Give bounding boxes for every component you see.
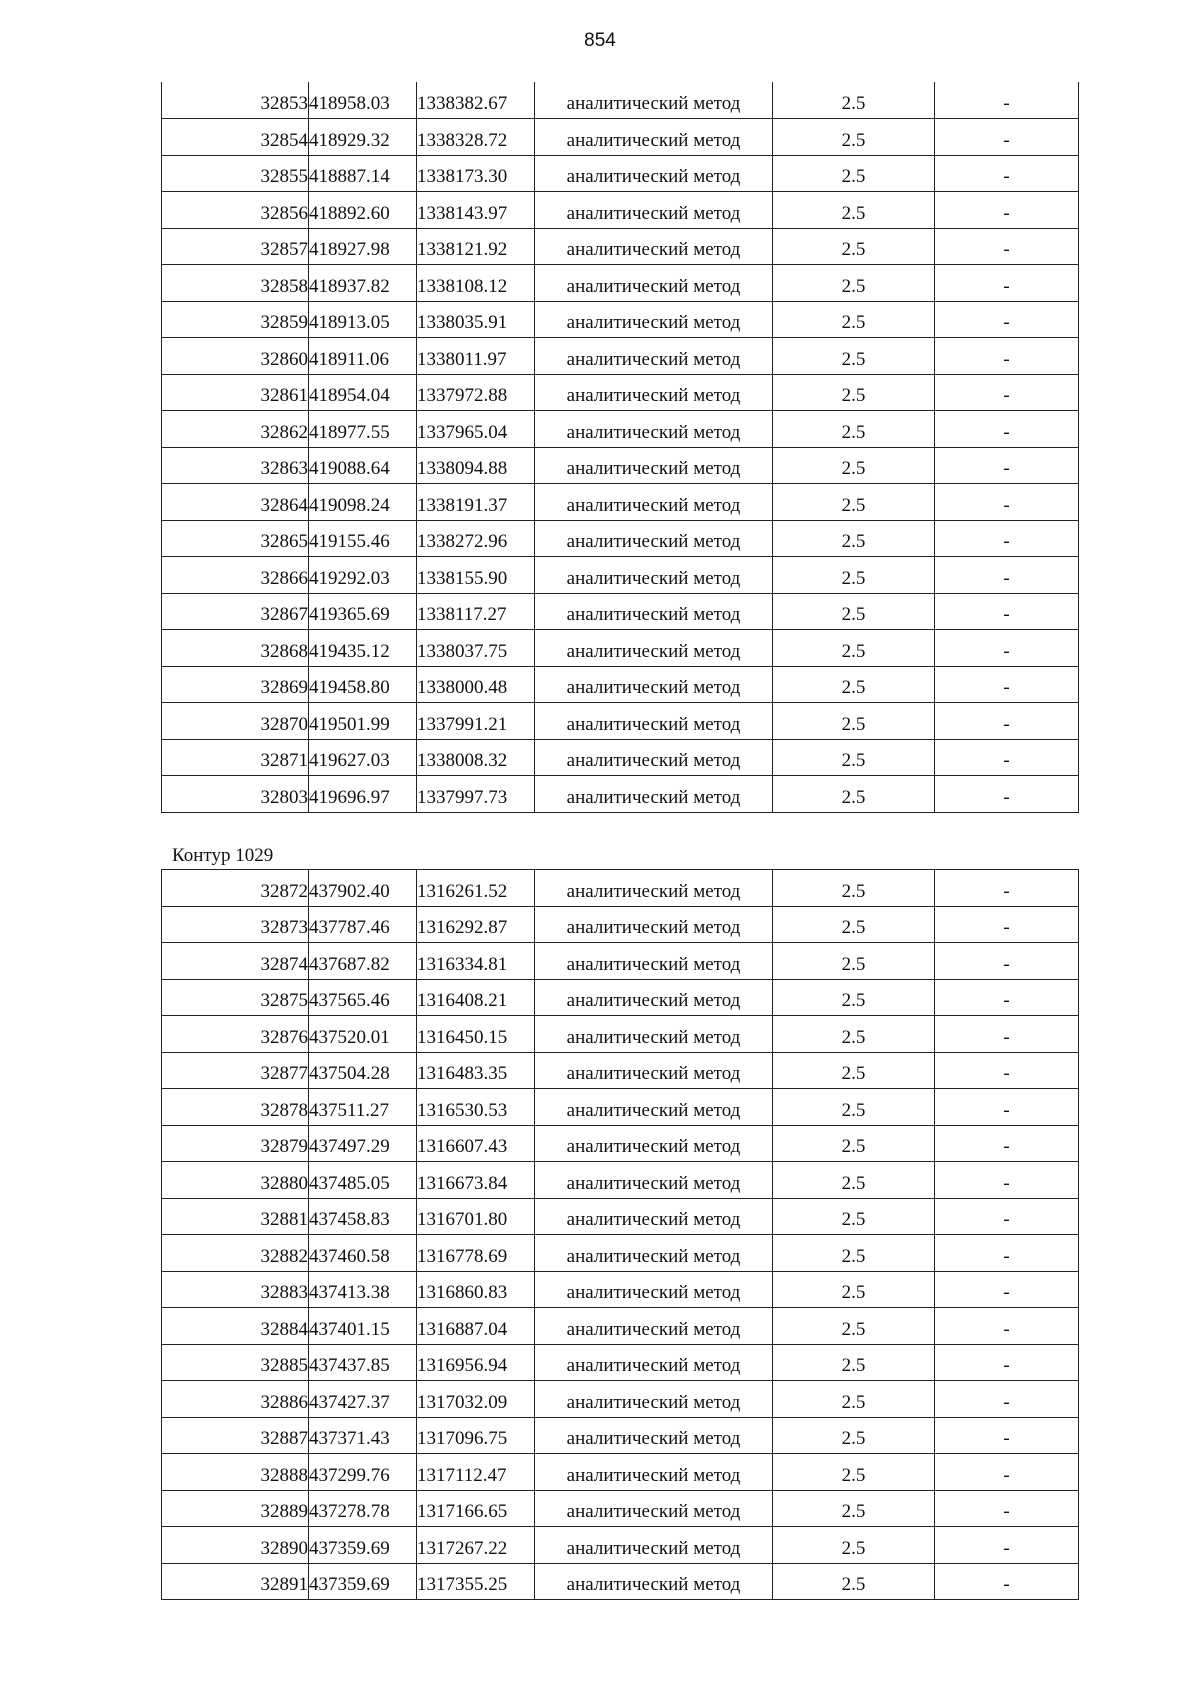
table-row bbox=[162, 703, 1079, 740]
note-cell: - bbox=[935, 557, 1079, 594]
method-cell: аналитический метод bbox=[535, 520, 773, 557]
y-coordinate-cell: 1316450.15 bbox=[417, 1016, 535, 1053]
accuracy-cell: 2.5 bbox=[773, 484, 935, 521]
method-cell: аналитический метод bbox=[535, 1417, 773, 1454]
x-coordinate-cell: 418913.05 bbox=[309, 301, 417, 338]
accuracy-cell: 2.5 bbox=[773, 1490, 935, 1527]
x-coordinate-cell: 437278.78 bbox=[309, 1490, 417, 1527]
y-coordinate-cell: 1317032.09 bbox=[417, 1381, 535, 1418]
y-coordinate-cell: 1317267.22 bbox=[417, 1527, 535, 1564]
point-number-cell: 32882 bbox=[162, 1235, 309, 1272]
x-coordinate-cell: 418927.98 bbox=[309, 228, 417, 265]
note-cell: - bbox=[935, 1198, 1079, 1235]
x-coordinate-cell: 418929.32 bbox=[309, 119, 417, 156]
note-cell: - bbox=[935, 870, 1079, 907]
x-coordinate-cell: 419098.24 bbox=[309, 484, 417, 521]
x-coordinate-cell: 437511.27 bbox=[309, 1089, 417, 1126]
note-cell: - bbox=[935, 1162, 1079, 1199]
method-cell: аналитический метод bbox=[535, 484, 773, 521]
point-number-cell: 32888 bbox=[162, 1454, 309, 1491]
accuracy-cell: 2.5 bbox=[773, 1235, 935, 1272]
accuracy-cell: 2.5 bbox=[773, 447, 935, 484]
x-coordinate-cell: 437359.69 bbox=[309, 1527, 417, 1564]
note-cell: - bbox=[935, 1417, 1079, 1454]
x-coordinate-cell: 437504.28 bbox=[309, 1052, 417, 1089]
accuracy-cell: 2.5 bbox=[773, 1162, 935, 1199]
note-cell: - bbox=[935, 1016, 1079, 1053]
table-row bbox=[162, 1308, 1079, 1345]
y-coordinate-cell: 1316334.81 bbox=[417, 943, 535, 980]
y-coordinate-cell: 1316483.35 bbox=[417, 1052, 535, 1089]
x-coordinate-cell: 418892.60 bbox=[309, 192, 417, 229]
y-coordinate-cell: 1338117.27 bbox=[417, 593, 535, 630]
note-cell: - bbox=[935, 666, 1079, 703]
note-cell: - bbox=[935, 1125, 1079, 1162]
note-cell: - bbox=[935, 630, 1079, 667]
y-coordinate-cell: 1338108.12 bbox=[417, 265, 535, 302]
x-coordinate-cell: 437497.29 bbox=[309, 1125, 417, 1162]
note-cell: - bbox=[935, 703, 1079, 740]
note-cell: - bbox=[935, 119, 1079, 156]
x-coordinate-cell: 437458.83 bbox=[309, 1198, 417, 1235]
point-number-cell: 32863 bbox=[162, 447, 309, 484]
method-cell: аналитический метод bbox=[535, 411, 773, 448]
accuracy-cell: 2.5 bbox=[773, 1271, 935, 1308]
accuracy-cell: 2.5 bbox=[773, 943, 935, 980]
accuracy-cell: 2.5 bbox=[773, 1125, 935, 1162]
accuracy-cell: 2.5 bbox=[773, 1454, 935, 1491]
table-row bbox=[162, 228, 1079, 265]
method-cell: аналитический метод bbox=[535, 265, 773, 302]
point-number-cell: 32853 bbox=[162, 82, 309, 119]
note-cell: - bbox=[935, 739, 1079, 776]
accuracy-cell: 2.5 bbox=[773, 630, 935, 667]
y-coordinate-cell: 1338328.72 bbox=[417, 119, 535, 156]
point-number-cell: 32803 bbox=[162, 776, 309, 813]
x-coordinate-cell: 437359.69 bbox=[309, 1563, 417, 1600]
table-row bbox=[162, 1052, 1079, 1089]
y-coordinate-cell: 1338000.48 bbox=[417, 666, 535, 703]
x-coordinate-cell: 419627.03 bbox=[309, 739, 417, 776]
point-number-cell: 32886 bbox=[162, 1381, 309, 1418]
point-number-cell: 32855 bbox=[162, 155, 309, 192]
table-row bbox=[162, 520, 1079, 557]
accuracy-cell: 2.5 bbox=[773, 1052, 935, 1089]
table-row bbox=[162, 739, 1079, 776]
point-number-cell: 32874 bbox=[162, 943, 309, 980]
note-cell: - bbox=[935, 338, 1079, 375]
note-cell: - bbox=[935, 1308, 1079, 1345]
y-coordinate-cell: 1337972.88 bbox=[417, 374, 535, 411]
accuracy-cell: 2.5 bbox=[773, 1417, 935, 1454]
method-cell: аналитический метод bbox=[535, 228, 773, 265]
x-coordinate-cell: 418887.14 bbox=[309, 155, 417, 192]
table-row bbox=[162, 265, 1079, 302]
y-coordinate-cell: 1316778.69 bbox=[417, 1235, 535, 1272]
note-cell: - bbox=[935, 943, 1079, 980]
point-number-cell: 32857 bbox=[162, 228, 309, 265]
table-row bbox=[162, 1125, 1079, 1162]
accuracy-cell: 2.5 bbox=[773, 1344, 935, 1381]
method-cell: аналитический метод bbox=[535, 192, 773, 229]
y-coordinate-cell: 1316673.84 bbox=[417, 1162, 535, 1199]
table-row bbox=[162, 484, 1079, 521]
point-number-cell: 32867 bbox=[162, 593, 309, 630]
y-coordinate-cell: 1338155.90 bbox=[417, 557, 535, 594]
table-row bbox=[162, 1089, 1079, 1126]
method-cell: аналитический метод bbox=[535, 1454, 773, 1491]
point-number-cell: 32862 bbox=[162, 411, 309, 448]
point-number-cell: 32869 bbox=[162, 666, 309, 703]
note-cell: - bbox=[935, 301, 1079, 338]
y-coordinate-cell: 1316956.94 bbox=[417, 1344, 535, 1381]
method-cell: аналитический метод bbox=[535, 943, 773, 980]
x-coordinate-cell: 419435.12 bbox=[309, 630, 417, 667]
x-coordinate-cell: 437401.15 bbox=[309, 1308, 417, 1345]
y-coordinate-cell: 1317096.75 bbox=[417, 1417, 535, 1454]
y-coordinate-cell: 1316860.83 bbox=[417, 1271, 535, 1308]
note-cell: - bbox=[935, 520, 1079, 557]
table-row bbox=[162, 119, 1079, 156]
accuracy-cell: 2.5 bbox=[773, 374, 935, 411]
x-coordinate-cell: 418954.04 bbox=[309, 374, 417, 411]
note-cell: - bbox=[935, 192, 1079, 229]
x-coordinate-cell: 437371.43 bbox=[309, 1417, 417, 1454]
method-cell: аналитический метод bbox=[535, 1198, 773, 1235]
table-row bbox=[162, 301, 1079, 338]
table-row bbox=[162, 1344, 1079, 1381]
table-row bbox=[162, 1198, 1079, 1235]
accuracy-cell: 2.5 bbox=[773, 1527, 935, 1564]
point-number-cell: 32885 bbox=[162, 1344, 309, 1381]
point-number-cell: 32876 bbox=[162, 1016, 309, 1053]
point-number-cell: 32870 bbox=[162, 703, 309, 740]
x-coordinate-cell: 437565.46 bbox=[309, 979, 417, 1016]
table-row bbox=[162, 155, 1079, 192]
accuracy-cell: 2.5 bbox=[773, 155, 935, 192]
note-cell: - bbox=[935, 776, 1079, 813]
point-number-cell: 32877 bbox=[162, 1052, 309, 1089]
method-cell: аналитический метод bbox=[535, 906, 773, 943]
table-row bbox=[162, 1381, 1079, 1418]
note-cell: - bbox=[935, 228, 1079, 265]
accuracy-cell: 2.5 bbox=[773, 776, 935, 813]
method-cell: аналитический метод bbox=[535, 557, 773, 594]
table-row bbox=[162, 1235, 1079, 1272]
method-cell: аналитический метод bbox=[535, 1527, 773, 1564]
accuracy-cell: 2.5 bbox=[773, 703, 935, 740]
y-coordinate-cell: 1338094.88 bbox=[417, 447, 535, 484]
x-coordinate-cell: 437437.85 bbox=[309, 1344, 417, 1381]
table-row bbox=[162, 82, 1079, 119]
page-number: 854 bbox=[584, 30, 616, 51]
method-cell: аналитический метод bbox=[535, 1016, 773, 1053]
point-number-cell: 32884 bbox=[162, 1308, 309, 1345]
note-cell: - bbox=[935, 1563, 1079, 1600]
note-cell: - bbox=[935, 1490, 1079, 1527]
x-coordinate-cell: 419501.99 bbox=[309, 703, 417, 740]
accuracy-cell: 2.5 bbox=[773, 338, 935, 375]
y-coordinate-cell: 1316887.04 bbox=[417, 1308, 535, 1345]
y-coordinate-cell: 1317112.47 bbox=[417, 1454, 535, 1491]
x-coordinate-cell: 419458.80 bbox=[309, 666, 417, 703]
y-coordinate-cell: 1338272.96 bbox=[417, 520, 535, 557]
accuracy-cell: 2.5 bbox=[773, 593, 935, 630]
accuracy-cell: 2.5 bbox=[773, 82, 935, 119]
method-cell: аналитический метод bbox=[535, 338, 773, 375]
method-cell: аналитический метод bbox=[535, 739, 773, 776]
table-row bbox=[162, 1490, 1079, 1527]
point-number-cell: 32883 bbox=[162, 1271, 309, 1308]
table-row bbox=[162, 1527, 1079, 1564]
table-row bbox=[162, 1417, 1079, 1454]
method-cell: аналитический метод bbox=[535, 979, 773, 1016]
x-coordinate-cell: 419292.03 bbox=[309, 557, 417, 594]
y-coordinate-cell: 1338008.32 bbox=[417, 739, 535, 776]
accuracy-cell: 2.5 bbox=[773, 870, 935, 907]
table-row bbox=[162, 1454, 1079, 1491]
y-coordinate-cell: 1338173.30 bbox=[417, 155, 535, 192]
table-row bbox=[162, 1016, 1079, 1053]
x-coordinate-cell: 418911.06 bbox=[309, 338, 417, 375]
y-coordinate-cell: 1337997.73 bbox=[417, 776, 535, 813]
y-coordinate-cell: 1317166.65 bbox=[417, 1490, 535, 1527]
x-coordinate-cell: 437485.05 bbox=[309, 1162, 417, 1199]
point-number-cell: 32873 bbox=[162, 906, 309, 943]
method-cell: аналитический метод bbox=[535, 301, 773, 338]
table-row bbox=[162, 666, 1079, 703]
x-coordinate-cell: 437413.38 bbox=[309, 1271, 417, 1308]
contour-label: Контур 1029 bbox=[172, 845, 274, 866]
table-row bbox=[162, 1563, 1079, 1600]
accuracy-cell: 2.5 bbox=[773, 906, 935, 943]
x-coordinate-cell: 419696.97 bbox=[309, 776, 417, 813]
point-number-cell: 32880 bbox=[162, 1162, 309, 1199]
note-cell: - bbox=[935, 82, 1079, 119]
x-coordinate-cell: 437902.40 bbox=[309, 870, 417, 907]
method-cell: аналитический метод bbox=[535, 1308, 773, 1345]
x-coordinate-cell: 419365.69 bbox=[309, 593, 417, 630]
y-coordinate-cell: 1316701.80 bbox=[417, 1198, 535, 1235]
point-number-cell: 32861 bbox=[162, 374, 309, 411]
y-coordinate-cell: 1337965.04 bbox=[417, 411, 535, 448]
note-cell: - bbox=[935, 593, 1079, 630]
y-coordinate-cell: 1316261.52 bbox=[417, 870, 535, 907]
method-cell: аналитический метод bbox=[535, 1089, 773, 1126]
method-cell: аналитический метод bbox=[535, 1125, 773, 1162]
point-number-cell: 32865 bbox=[162, 520, 309, 557]
y-coordinate-cell: 1316408.21 bbox=[417, 979, 535, 1016]
x-coordinate-cell: 418958.03 bbox=[309, 82, 417, 119]
note-cell: - bbox=[935, 155, 1079, 192]
point-number-cell: 32891 bbox=[162, 1563, 309, 1600]
point-number-cell: 32871 bbox=[162, 739, 309, 776]
method-cell: аналитический метод bbox=[535, 1563, 773, 1600]
x-coordinate-cell: 419088.64 bbox=[309, 447, 417, 484]
y-coordinate-cell: 1337991.21 bbox=[417, 703, 535, 740]
method-cell: аналитический метод bbox=[535, 447, 773, 484]
accuracy-cell: 2.5 bbox=[773, 557, 935, 594]
point-number-cell: 32854 bbox=[162, 119, 309, 156]
point-number-cell: 32866 bbox=[162, 557, 309, 594]
point-number-cell: 32878 bbox=[162, 1089, 309, 1126]
y-coordinate-cell: 1316292.87 bbox=[417, 906, 535, 943]
accuracy-cell: 2.5 bbox=[773, 228, 935, 265]
table-row bbox=[162, 447, 1079, 484]
method-cell: аналитический метод bbox=[535, 155, 773, 192]
table-row bbox=[162, 192, 1079, 229]
accuracy-cell: 2.5 bbox=[773, 979, 935, 1016]
point-number-cell: 32879 bbox=[162, 1125, 309, 1162]
note-cell: - bbox=[935, 1344, 1079, 1381]
accuracy-cell: 2.5 bbox=[773, 192, 935, 229]
method-cell: аналитический метод bbox=[535, 1052, 773, 1089]
note-cell: - bbox=[935, 979, 1079, 1016]
method-cell: аналитический метод bbox=[535, 119, 773, 156]
method-cell: аналитический метод bbox=[535, 1381, 773, 1418]
method-cell: аналитический метод bbox=[535, 82, 773, 119]
method-cell: аналитический метод bbox=[535, 593, 773, 630]
note-cell: - bbox=[935, 484, 1079, 521]
point-number-cell: 32889 bbox=[162, 1490, 309, 1527]
method-cell: аналитический метод bbox=[535, 1162, 773, 1199]
y-coordinate-cell: 1317355.25 bbox=[417, 1563, 535, 1600]
coordinates-table-1 bbox=[161, 82, 1079, 813]
x-coordinate-cell: 437460.58 bbox=[309, 1235, 417, 1272]
accuracy-cell: 2.5 bbox=[773, 1198, 935, 1235]
table-row bbox=[162, 870, 1079, 907]
accuracy-cell: 2.5 bbox=[773, 666, 935, 703]
method-cell: аналитический метод bbox=[535, 666, 773, 703]
note-cell: - bbox=[935, 1089, 1079, 1126]
accuracy-cell: 2.5 bbox=[773, 265, 935, 302]
note-cell: - bbox=[935, 447, 1079, 484]
table-row bbox=[162, 338, 1079, 375]
note-cell: - bbox=[935, 1527, 1079, 1564]
point-number-cell: 32858 bbox=[162, 265, 309, 302]
method-cell: аналитический метод bbox=[535, 703, 773, 740]
point-number-cell: 32864 bbox=[162, 484, 309, 521]
table-row bbox=[162, 979, 1079, 1016]
note-cell: - bbox=[935, 411, 1079, 448]
method-cell: аналитический метод bbox=[535, 1490, 773, 1527]
note-cell: - bbox=[935, 1271, 1079, 1308]
table-row bbox=[162, 1271, 1079, 1308]
x-coordinate-cell: 437687.82 bbox=[309, 943, 417, 980]
point-number-cell: 32890 bbox=[162, 1527, 309, 1564]
method-cell: аналитический метод bbox=[535, 374, 773, 411]
y-coordinate-cell: 1316530.53 bbox=[417, 1089, 535, 1126]
point-number-cell: 32868 bbox=[162, 630, 309, 667]
table-row bbox=[162, 593, 1079, 630]
method-cell: аналитический метод bbox=[535, 870, 773, 907]
point-number-cell: 32856 bbox=[162, 192, 309, 229]
note-cell: - bbox=[935, 1052, 1079, 1089]
point-number-cell: 32860 bbox=[162, 338, 309, 375]
note-cell: - bbox=[935, 265, 1079, 302]
accuracy-cell: 2.5 bbox=[773, 119, 935, 156]
method-cell: аналитический метод bbox=[535, 1271, 773, 1308]
y-coordinate-cell: 1338191.37 bbox=[417, 484, 535, 521]
method-cell: аналитический метод bbox=[535, 630, 773, 667]
accuracy-cell: 2.5 bbox=[773, 1016, 935, 1053]
table-row bbox=[162, 906, 1079, 943]
table-row bbox=[162, 630, 1079, 667]
y-coordinate-cell: 1338037.75 bbox=[417, 630, 535, 667]
x-coordinate-cell: 418937.82 bbox=[309, 265, 417, 302]
accuracy-cell: 2.5 bbox=[773, 1308, 935, 1345]
coordinates-table-2 bbox=[161, 869, 1079, 1600]
note-cell: - bbox=[935, 906, 1079, 943]
note-cell: - bbox=[935, 374, 1079, 411]
y-coordinate-cell: 1338121.92 bbox=[417, 228, 535, 265]
point-number-cell: 32872 bbox=[162, 870, 309, 907]
x-coordinate-cell: 419155.46 bbox=[309, 520, 417, 557]
x-coordinate-cell: 437787.46 bbox=[309, 906, 417, 943]
table-row bbox=[162, 776, 1079, 813]
table-row bbox=[162, 557, 1079, 594]
point-number-cell: 32875 bbox=[162, 979, 309, 1016]
accuracy-cell: 2.5 bbox=[773, 1089, 935, 1126]
accuracy-cell: 2.5 bbox=[773, 301, 935, 338]
x-coordinate-cell: 437520.01 bbox=[309, 1016, 417, 1053]
accuracy-cell: 2.5 bbox=[773, 1563, 935, 1600]
table-row bbox=[162, 411, 1079, 448]
y-coordinate-cell: 1338035.91 bbox=[417, 301, 535, 338]
accuracy-cell: 2.5 bbox=[773, 520, 935, 557]
point-number-cell: 32859 bbox=[162, 301, 309, 338]
method-cell: аналитический метод bbox=[535, 1235, 773, 1272]
y-coordinate-cell: 1338143.97 bbox=[417, 192, 535, 229]
y-coordinate-cell: 1338382.67 bbox=[417, 82, 535, 119]
table-row bbox=[162, 943, 1079, 980]
accuracy-cell: 2.5 bbox=[773, 739, 935, 776]
method-cell: аналитический метод bbox=[535, 1344, 773, 1381]
y-coordinate-cell: 1338011.97 bbox=[417, 338, 535, 375]
method-cell: аналитический метод bbox=[535, 776, 773, 813]
x-coordinate-cell: 418977.55 bbox=[309, 411, 417, 448]
accuracy-cell: 2.5 bbox=[773, 1381, 935, 1418]
x-coordinate-cell: 437299.76 bbox=[309, 1454, 417, 1491]
y-coordinate-cell: 1316607.43 bbox=[417, 1125, 535, 1162]
point-number-cell: 32887 bbox=[162, 1417, 309, 1454]
x-coordinate-cell: 437427.37 bbox=[309, 1381, 417, 1418]
accuracy-cell: 2.5 bbox=[773, 411, 935, 448]
note-cell: - bbox=[935, 1381, 1079, 1418]
table-row bbox=[162, 1162, 1079, 1199]
point-number-cell: 32881 bbox=[162, 1198, 309, 1235]
note-cell: - bbox=[935, 1454, 1079, 1491]
table-row bbox=[162, 374, 1079, 411]
note-cell: - bbox=[935, 1235, 1079, 1272]
